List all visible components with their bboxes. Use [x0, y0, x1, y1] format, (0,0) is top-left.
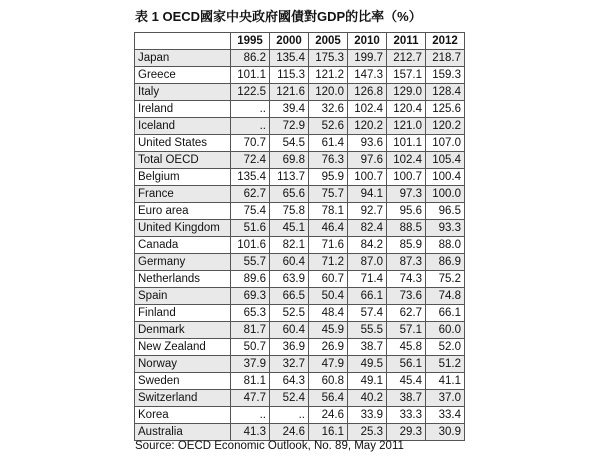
value-cell: 175.3 — [309, 50, 348, 67]
value-cell: 69.8 — [270, 152, 309, 169]
country-cell: Netherlands — [135, 271, 231, 288]
value-cell: 84.2 — [348, 237, 387, 254]
value-cell: 75.2 — [426, 271, 465, 288]
value-cell: 32.7 — [270, 356, 309, 373]
value-cell: 157.1 — [387, 67, 426, 84]
table-row — [135, 135, 465, 152]
value-cell: 38.7 — [348, 339, 387, 356]
value-cell: 56.1 — [387, 356, 426, 373]
header-cell-year: 2012 — [426, 33, 465, 50]
value-cell: 60.4 — [270, 322, 309, 339]
value-cell: 25.3 — [348, 424, 387, 441]
value-cell: 96.5 — [426, 203, 465, 220]
country-cell: Finland — [135, 305, 231, 322]
table-row — [135, 271, 465, 288]
value-cell: 113.7 — [270, 169, 309, 186]
value-cell: 71.2 — [309, 254, 348, 271]
value-cell: 60.7 — [309, 271, 348, 288]
value-cell: 101.6 — [231, 237, 270, 254]
value-cell: 122.5 — [231, 84, 270, 101]
value-cell: 57.1 — [387, 322, 426, 339]
value-cell: 45.4 — [387, 373, 426, 390]
value-cell: 107.0 — [426, 135, 465, 152]
value-cell: 37.0 — [426, 390, 465, 407]
country-cell: Italy — [135, 84, 231, 101]
table-row — [135, 203, 465, 220]
country-cell: Total OECD — [135, 152, 231, 169]
value-cell: 52.6 — [309, 118, 348, 135]
value-cell: 52.0 — [426, 339, 465, 356]
table-body — [135, 50, 465, 441]
table-row — [135, 50, 465, 67]
table-row — [135, 169, 465, 186]
country-cell: Australia — [135, 424, 231, 441]
value-cell: 39.4 — [270, 101, 309, 118]
table-header-row — [135, 33, 465, 50]
table-row — [135, 220, 465, 237]
value-cell: 48.4 — [309, 305, 348, 322]
value-cell: 105.4 — [426, 152, 465, 169]
value-cell: 159.3 — [426, 67, 465, 84]
value-cell: 121.6 — [270, 84, 309, 101]
header-cell-year: 1995 — [231, 33, 270, 50]
value-cell: 71.6 — [309, 237, 348, 254]
value-cell: 120.0 — [309, 84, 348, 101]
value-cell: 100.7 — [387, 169, 426, 186]
table-title: 表 1 OECD國家中央政府國債對GDP的比率（%） — [135, 9, 422, 24]
value-cell: 16.1 — [309, 424, 348, 441]
value-cell: 66.1 — [348, 288, 387, 305]
value-cell: 120.2 — [426, 118, 465, 135]
country-cell: United States — [135, 135, 231, 152]
value-cell: 102.4 — [348, 101, 387, 118]
country-cell: Canada — [135, 237, 231, 254]
value-cell: 135.4 — [231, 169, 270, 186]
value-cell: 65.3 — [231, 305, 270, 322]
value-cell: 212.7 — [387, 50, 426, 67]
value-cell: 41.3 — [231, 424, 270, 441]
source-note: Source: OECD Economic Outlook, No. 89, May 2011 — [135, 440, 404, 452]
value-cell: 63.9 — [270, 271, 309, 288]
value-cell: 87.0 — [348, 254, 387, 271]
value-cell: 93.6 — [348, 135, 387, 152]
value-cell: 115.3 — [270, 67, 309, 84]
country-cell: France — [135, 186, 231, 203]
value-cell: 33.3 — [387, 407, 426, 424]
value-cell: 129.0 — [387, 84, 426, 101]
value-cell: 71.4 — [348, 271, 387, 288]
value-cell: 60.8 — [309, 373, 348, 390]
country-cell: Germany — [135, 254, 231, 271]
table-row — [135, 152, 465, 169]
value-cell: 62.7 — [387, 305, 426, 322]
value-cell: 69.3 — [231, 288, 270, 305]
value-cell: .. — [270, 407, 309, 424]
value-cell: 101.1 — [387, 135, 426, 152]
value-cell: 55.5 — [348, 322, 387, 339]
table-row — [135, 118, 465, 135]
value-cell: 120.4 — [387, 101, 426, 118]
value-cell: 85.9 — [387, 237, 426, 254]
value-cell: 24.6 — [270, 424, 309, 441]
header-cell-year: 2005 — [309, 33, 348, 50]
value-cell: 65.6 — [270, 186, 309, 203]
value-cell: 29.3 — [387, 424, 426, 441]
table-row — [135, 356, 465, 373]
country-cell: Korea — [135, 407, 231, 424]
table-row — [135, 339, 465, 356]
value-cell: 66.5 — [270, 288, 309, 305]
value-cell: 72.4 — [231, 152, 270, 169]
value-cell: 102.4 — [387, 152, 426, 169]
value-cell: 62.7 — [231, 186, 270, 203]
value-cell: 94.1 — [348, 186, 387, 203]
header-cell-year: 2000 — [270, 33, 309, 50]
value-cell: 74.8 — [426, 288, 465, 305]
value-cell: 125.6 — [426, 101, 465, 118]
value-cell: 37.9 — [231, 356, 270, 373]
value-cell: 97.6 — [348, 152, 387, 169]
value-cell: 45.1 — [270, 220, 309, 237]
table-row — [135, 407, 465, 424]
value-cell: 92.7 — [348, 203, 387, 220]
value-cell: 45.9 — [309, 322, 348, 339]
value-cell: 78.1 — [309, 203, 348, 220]
value-cell: 36.9 — [270, 339, 309, 356]
value-cell: 101.1 — [231, 67, 270, 84]
value-cell: 81.1 — [231, 373, 270, 390]
value-cell: 100.4 — [426, 169, 465, 186]
value-cell: 64.3 — [270, 373, 309, 390]
value-cell: 55.7 — [231, 254, 270, 271]
table-row — [135, 84, 465, 101]
table-row — [135, 101, 465, 118]
value-cell: 66.1 — [426, 305, 465, 322]
value-cell: 61.4 — [309, 135, 348, 152]
country-cell: New Zealand — [135, 339, 231, 356]
table-row — [135, 186, 465, 203]
value-cell: 47.9 — [309, 356, 348, 373]
value-cell: 24.6 — [309, 407, 348, 424]
value-cell: 75.4 — [231, 203, 270, 220]
value-cell: 70.7 — [231, 135, 270, 152]
header-cell-year: 2010 — [348, 33, 387, 50]
value-cell: 120.2 — [348, 118, 387, 135]
value-cell: 60.4 — [270, 254, 309, 271]
value-cell: 30.9 — [426, 424, 465, 441]
value-cell: 52.5 — [270, 305, 309, 322]
value-cell: 100.7 — [348, 169, 387, 186]
value-cell: 147.3 — [348, 67, 387, 84]
country-cell: Belgium — [135, 169, 231, 186]
value-cell: 41.1 — [426, 373, 465, 390]
value-cell: 73.6 — [387, 288, 426, 305]
header-cell-year: 2011 — [387, 33, 426, 50]
value-cell: 93.3 — [426, 220, 465, 237]
country-cell: Greece — [135, 67, 231, 84]
value-cell: 50.4 — [309, 288, 348, 305]
country-cell: Switzerland — [135, 390, 231, 407]
value-cell: 199.7 — [348, 50, 387, 67]
table-row — [135, 237, 465, 254]
value-cell: 33.9 — [348, 407, 387, 424]
table-row — [135, 424, 465, 441]
value-cell: 121.0 — [387, 118, 426, 135]
value-cell: 26.9 — [309, 339, 348, 356]
country-cell: Japan — [135, 50, 231, 67]
value-cell: 49.5 — [348, 356, 387, 373]
value-cell: 75.8 — [270, 203, 309, 220]
value-cell: 51.2 — [426, 356, 465, 373]
value-cell: 100.0 — [426, 186, 465, 203]
value-cell: 51.6 — [231, 220, 270, 237]
value-cell: 72.9 — [270, 118, 309, 135]
country-cell: Denmark — [135, 322, 231, 339]
value-cell: 135.4 — [270, 50, 309, 67]
table-row — [135, 322, 465, 339]
value-cell: 75.7 — [309, 186, 348, 203]
country-cell: Norway — [135, 356, 231, 373]
value-cell: 86.2 — [231, 50, 270, 67]
table-row — [135, 305, 465, 322]
value-cell: 86.9 — [426, 254, 465, 271]
value-cell: 97.3 — [387, 186, 426, 203]
value-cell: 33.4 — [426, 407, 465, 424]
value-cell: 49.1 — [348, 373, 387, 390]
value-cell: 88.5 — [387, 220, 426, 237]
value-cell: 126.8 — [348, 84, 387, 101]
value-cell: 121.2 — [309, 67, 348, 84]
country-cell: Ireland — [135, 101, 231, 118]
value-cell: 74.3 — [387, 271, 426, 288]
value-cell: 40.2 — [348, 390, 387, 407]
value-cell: 46.4 — [309, 220, 348, 237]
country-cell: Spain — [135, 288, 231, 305]
value-cell: 76.3 — [309, 152, 348, 169]
value-cell: 57.4 — [348, 305, 387, 322]
country-cell: Iceland — [135, 118, 231, 135]
value-cell: 38.7 — [387, 390, 426, 407]
value-cell: 82.4 — [348, 220, 387, 237]
value-cell: 54.5 — [270, 135, 309, 152]
table-row — [135, 288, 465, 305]
value-cell: 32.6 — [309, 101, 348, 118]
value-cell: 81.7 — [231, 322, 270, 339]
value-cell: 128.4 — [426, 84, 465, 101]
value-cell: 82.1 — [270, 237, 309, 254]
table-row — [135, 390, 465, 407]
value-cell: .. — [231, 101, 270, 118]
table-row — [135, 254, 465, 271]
value-cell: 88.0 — [426, 237, 465, 254]
value-cell: 60.0 — [426, 322, 465, 339]
value-cell: 95.6 — [387, 203, 426, 220]
value-cell: .. — [231, 118, 270, 135]
value-cell: 56.4 — [309, 390, 348, 407]
value-cell: 87.3 — [387, 254, 426, 271]
value-cell: 95.9 — [309, 169, 348, 186]
value-cell: 47.7 — [231, 390, 270, 407]
value-cell: 52.4 — [270, 390, 309, 407]
value-cell: 45.8 — [387, 339, 426, 356]
value-cell: 50.7 — [231, 339, 270, 356]
value-cell: 89.6 — [231, 271, 270, 288]
debt-ratio-table — [134, 32, 465, 441]
table-row — [135, 67, 465, 84]
value-cell: 218.7 — [426, 50, 465, 67]
country-cell: Euro area — [135, 203, 231, 220]
header-cell-country — [135, 33, 231, 50]
value-cell: .. — [231, 407, 270, 424]
table-row — [135, 373, 465, 390]
country-cell: United Kingdom — [135, 220, 231, 237]
country-cell: Sweden — [135, 373, 231, 390]
